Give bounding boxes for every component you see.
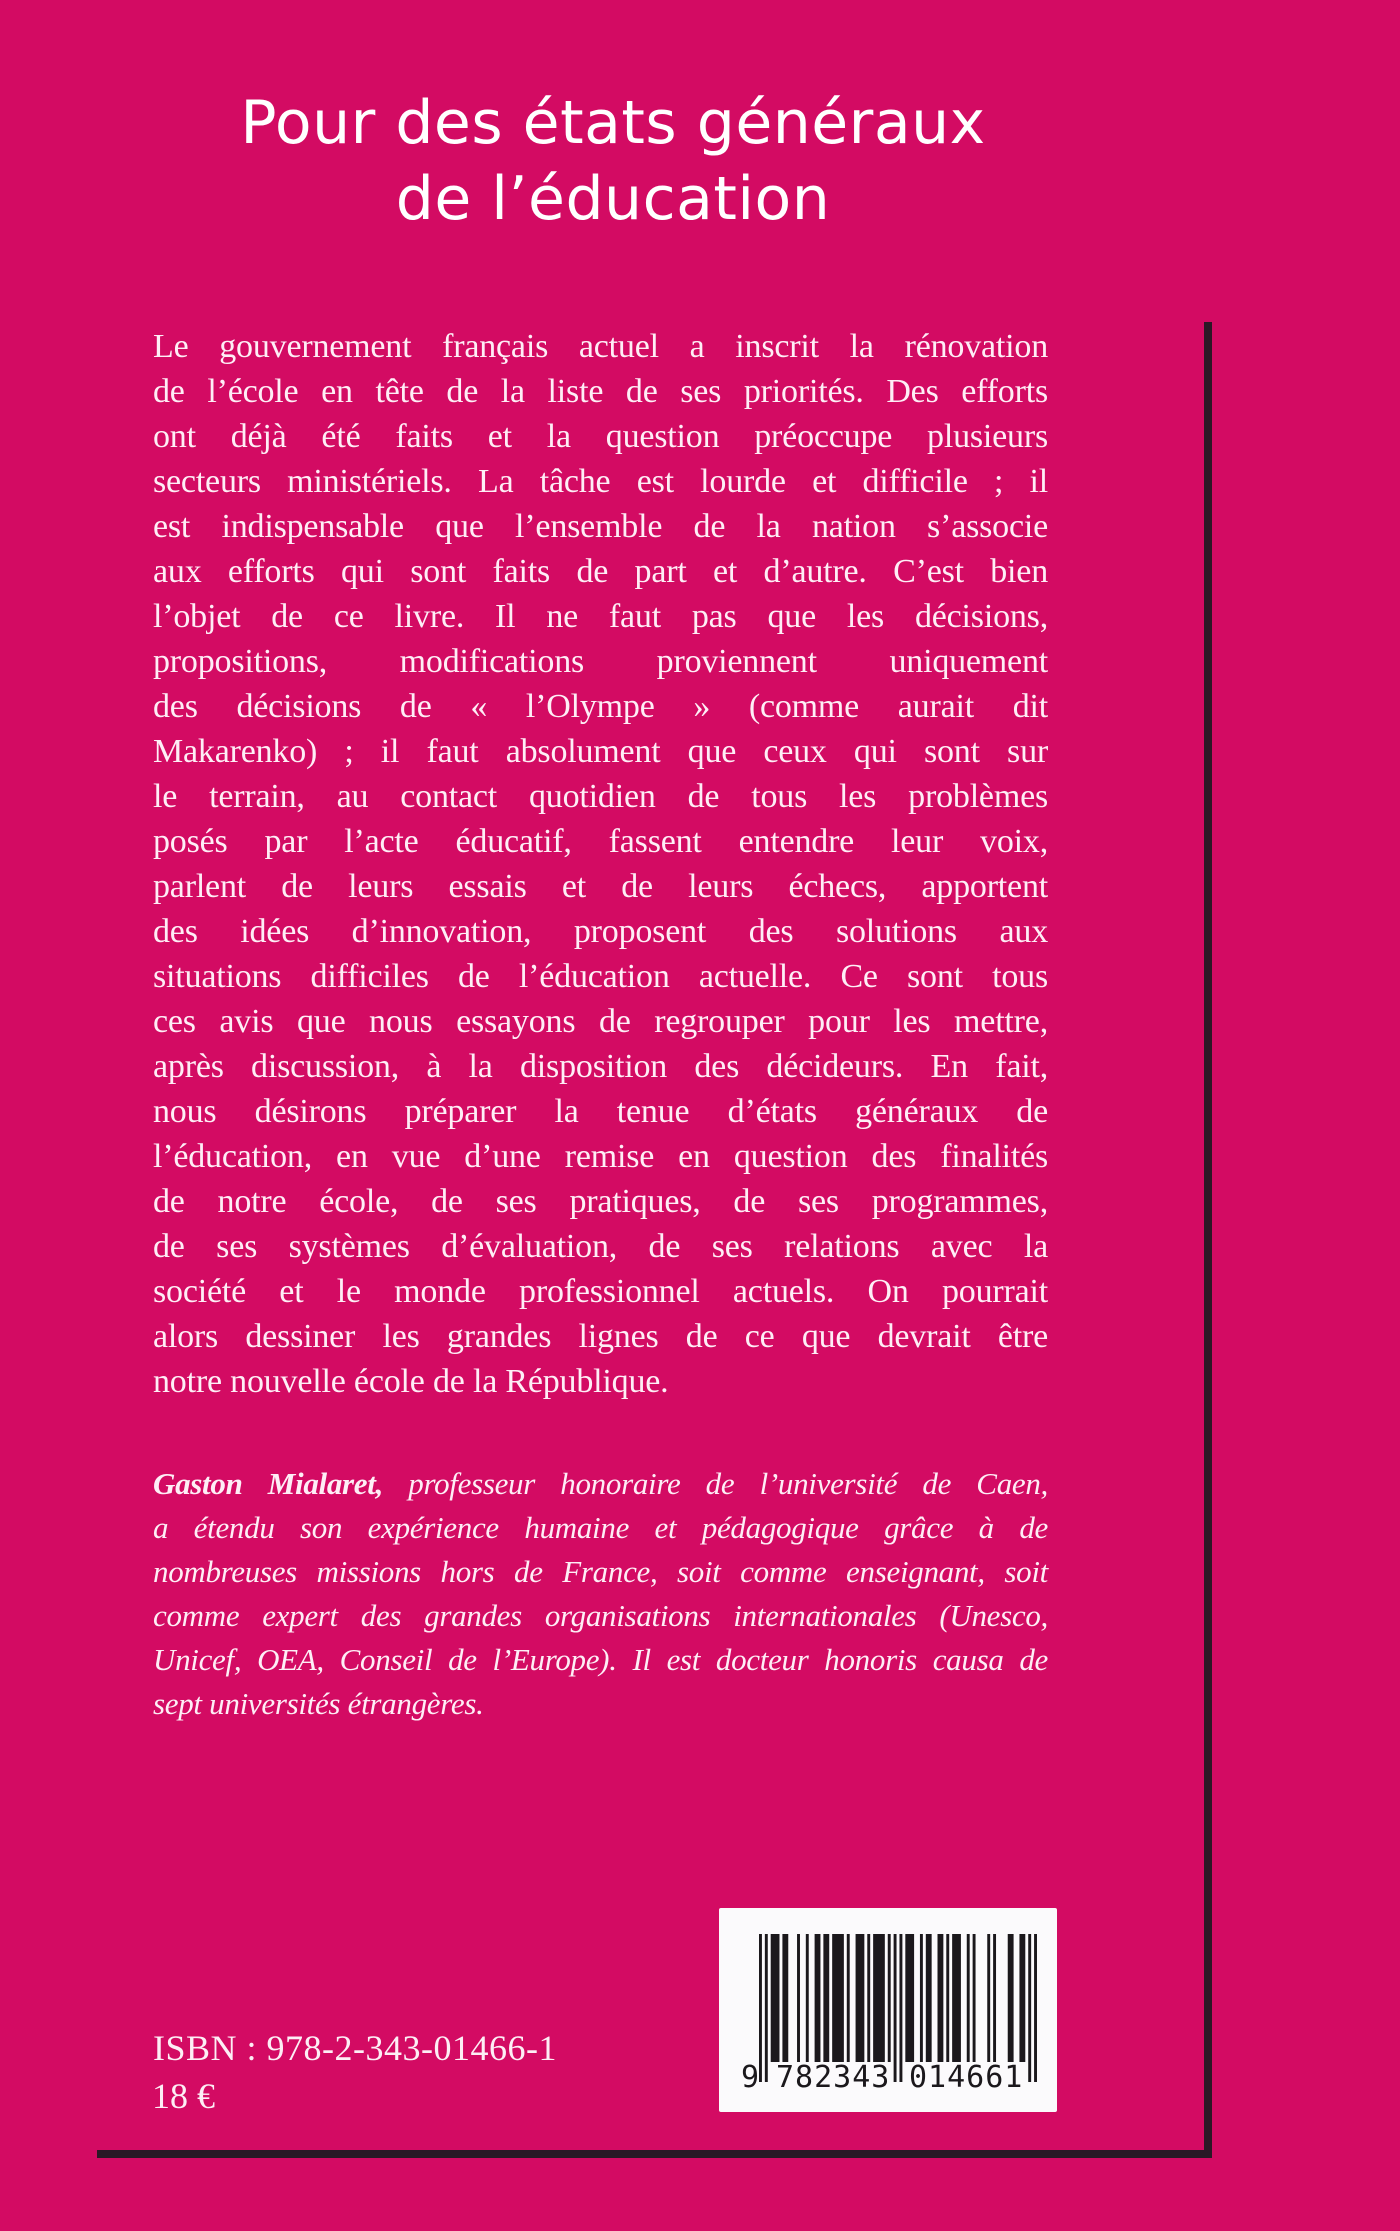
text-column (153, 324, 1048, 1726)
text-line: Le gouvernement français actuel a inscrit la rénovation (153, 328, 1048, 365)
text-line: situations difficiles de l’éducation actuelle. Ce sont tous (153, 958, 1048, 995)
text-line: nombreuses missions hors de France, soit comme enseignant, soit (153, 1554, 1048, 1589)
text-line: des idées d’innovation, proposent des solutions aux (153, 913, 1048, 950)
book-title (0, 85, 1226, 237)
page-shadow-right (1204, 322, 1212, 2158)
text-line: comme expert des grandes organisations internationales (Unesco, (153, 1598, 1048, 1633)
text-line: après discussion, à la disposition des décideurs. En fait, (153, 1048, 1048, 1085)
text-line: propositions, modifications proviennent uniquement (153, 643, 1048, 680)
author-bio (153, 1462, 1048, 1726)
text-line: ont déjà été faits et la question préoccupe plusieurs (153, 418, 1048, 455)
text-line: Makarenko) ; il faut absolument que ceux qui sont sur (153, 733, 1048, 770)
text-line: nous désirons préparer la tenue d’états généraux de (153, 1093, 1048, 1130)
price-text: 18 € (152, 2076, 215, 2116)
text-line: le terrain, au contact quotidien de tous les problèmes (153, 778, 1048, 815)
bio-first-line-text: professeur honoraire de l’université de Caen, (383, 1466, 1048, 1501)
title-line-1: Pour des états généraux (240, 88, 986, 158)
page-shadow-bottom (97, 2150, 1212, 2158)
text-line: notre nouvelle école de la République. (153, 1363, 669, 1400)
text-line: a étendu son expérience humaine et pédagogique grâce à de (153, 1510, 1048, 1545)
barcode-digits-right: 014661 (909, 2060, 1024, 2095)
text-line: aux efforts qui sont faits de part et d’autre. C’est bien (153, 553, 1048, 590)
bio-first-line (153, 1462, 1048, 1506)
summary-paragraph (153, 324, 1048, 1404)
text-line: des décisions de « l’Olympe » (comme aurait dit (153, 688, 1048, 725)
barcode (719, 1908, 1057, 2112)
text-line: parlent de leurs essais et de leurs échecs, apportent (153, 868, 1048, 905)
author-name: Gaston Mialaret, (153, 1466, 384, 1501)
title-line-2: de l’éducation (395, 164, 831, 234)
bio-lines (153, 1506, 1048, 1726)
text-line: sept universités étrangères. (153, 1686, 484, 1721)
barcode-digit-prefix: 9 (741, 2060, 761, 2095)
text-line: de l’école en tête de la liste de ses priorités. Des efforts (153, 373, 1048, 410)
text-line: ces avis que nous essayons de regrouper pour les mettre, (153, 1003, 1048, 1040)
barcode-digits-left: 782343 (776, 2060, 891, 2095)
text-line: alors dessiner les grandes lignes de ce que devrait être (153, 1318, 1048, 1355)
isbn-text: ISBN : 978-2-343-01466-1 (153, 2028, 557, 2068)
text-line: est indispensable que l’ensemble de la nation s’associe (153, 508, 1048, 545)
text-line: secteurs ministériels. La tâche est lourde et difficile ; il (153, 463, 1048, 500)
text-line: l’éducation, en vue d’une remise en question des finalités (153, 1138, 1048, 1175)
text-line: de ses systèmes d’évaluation, de ses relations avec la (153, 1228, 1048, 1265)
text-line: Unicef, OEA, Conseil de l’Europe). Il est docteur honoris causa de (153, 1642, 1048, 1677)
text-line: l’objet de ce livre. Il ne faut pas que les décisions, (153, 598, 1048, 635)
text-line: de notre école, de ses pratiques, de ses programmes, (153, 1183, 1048, 1220)
text-line: société et le monde professionnel actuels. On pourrait (153, 1273, 1048, 1310)
text-line: posés par l’acte éducatif, fassent entendre leur voix, (153, 823, 1048, 860)
